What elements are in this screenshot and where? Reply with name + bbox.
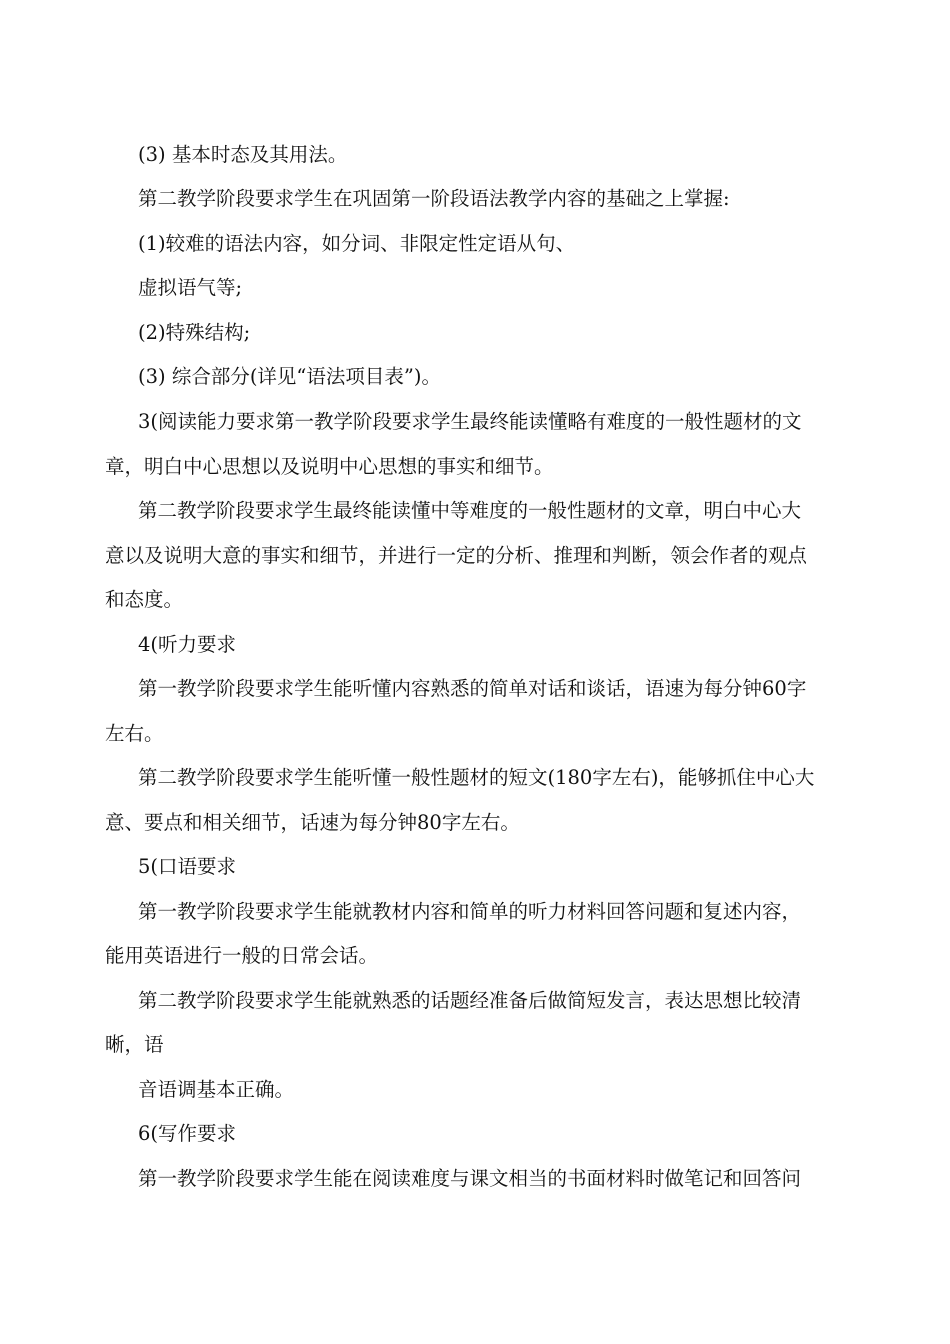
text-line: 第一教学阶段要求学生能在阅读难度与课文相当的书面材料时做笔记和回答问 xyxy=(138,1167,802,1190)
text-line: (3) 基本时态及其用法。 xyxy=(138,143,348,166)
text-line: 意以及说明大意的事实和细节，并进行一定的分析、推理和判断，领会作者的观点 xyxy=(105,544,808,567)
text-line: 能用英语进行一般的日常会话。 xyxy=(105,944,379,967)
text-line: 和态度。 xyxy=(105,588,184,611)
text-line: (3) 综合部分(详见“语法项目表”)。 xyxy=(138,365,441,388)
text-line: 3(阅读能力要求第一教学阶段要求学生最终能读懂略有难度的一般性题材的文 xyxy=(138,410,802,433)
text-line: 意、要点和相关细节，话速为每分钟80字左右。 xyxy=(105,811,520,834)
text-line: 章，明白中心思想以及说明中心思想的事实和细节。 xyxy=(105,455,554,478)
text-line: 4(听力要求 xyxy=(138,633,237,656)
text-line: 第二教学阶段要求学生能就熟悉的话题经准备后做简短发言，表达思想比较清 xyxy=(138,989,802,1012)
text-line: 第二教学阶段要求学生在巩固第一阶段语法教学内容的基础之上掌握: xyxy=(138,187,730,210)
text-line: 虚拟语气等; xyxy=(138,276,243,299)
text-line: 第一教学阶段要求学生能听懂内容熟悉的简单对话和谈话，语速为每分钟60字 xyxy=(138,677,807,700)
text-line: 晰，语 xyxy=(105,1033,164,1056)
text-line: 第二教学阶段要求学生最终能读懂中等难度的一般性题材的文章，明白中心大 xyxy=(138,499,802,522)
text-line: 音语调基本正确。 xyxy=(138,1078,295,1101)
text-line: 第一教学阶段要求学生能就教材内容和简单的听力材料回答问题和复述内容， xyxy=(138,900,802,923)
text-line: (2)特殊结构; xyxy=(138,321,251,344)
text-line: 左右。 xyxy=(105,722,164,745)
text-line: (1)较难的语法内容，如分词、非限定性定语从句、 xyxy=(138,232,576,255)
text-line: 5(口语要求 xyxy=(138,855,237,878)
text-line: 6(写作要求 xyxy=(138,1122,237,1145)
text-line: 第二教学阶段要求学生能听懂一般性题材的短文(180字左右)，能够抓住中心大 xyxy=(138,766,815,789)
